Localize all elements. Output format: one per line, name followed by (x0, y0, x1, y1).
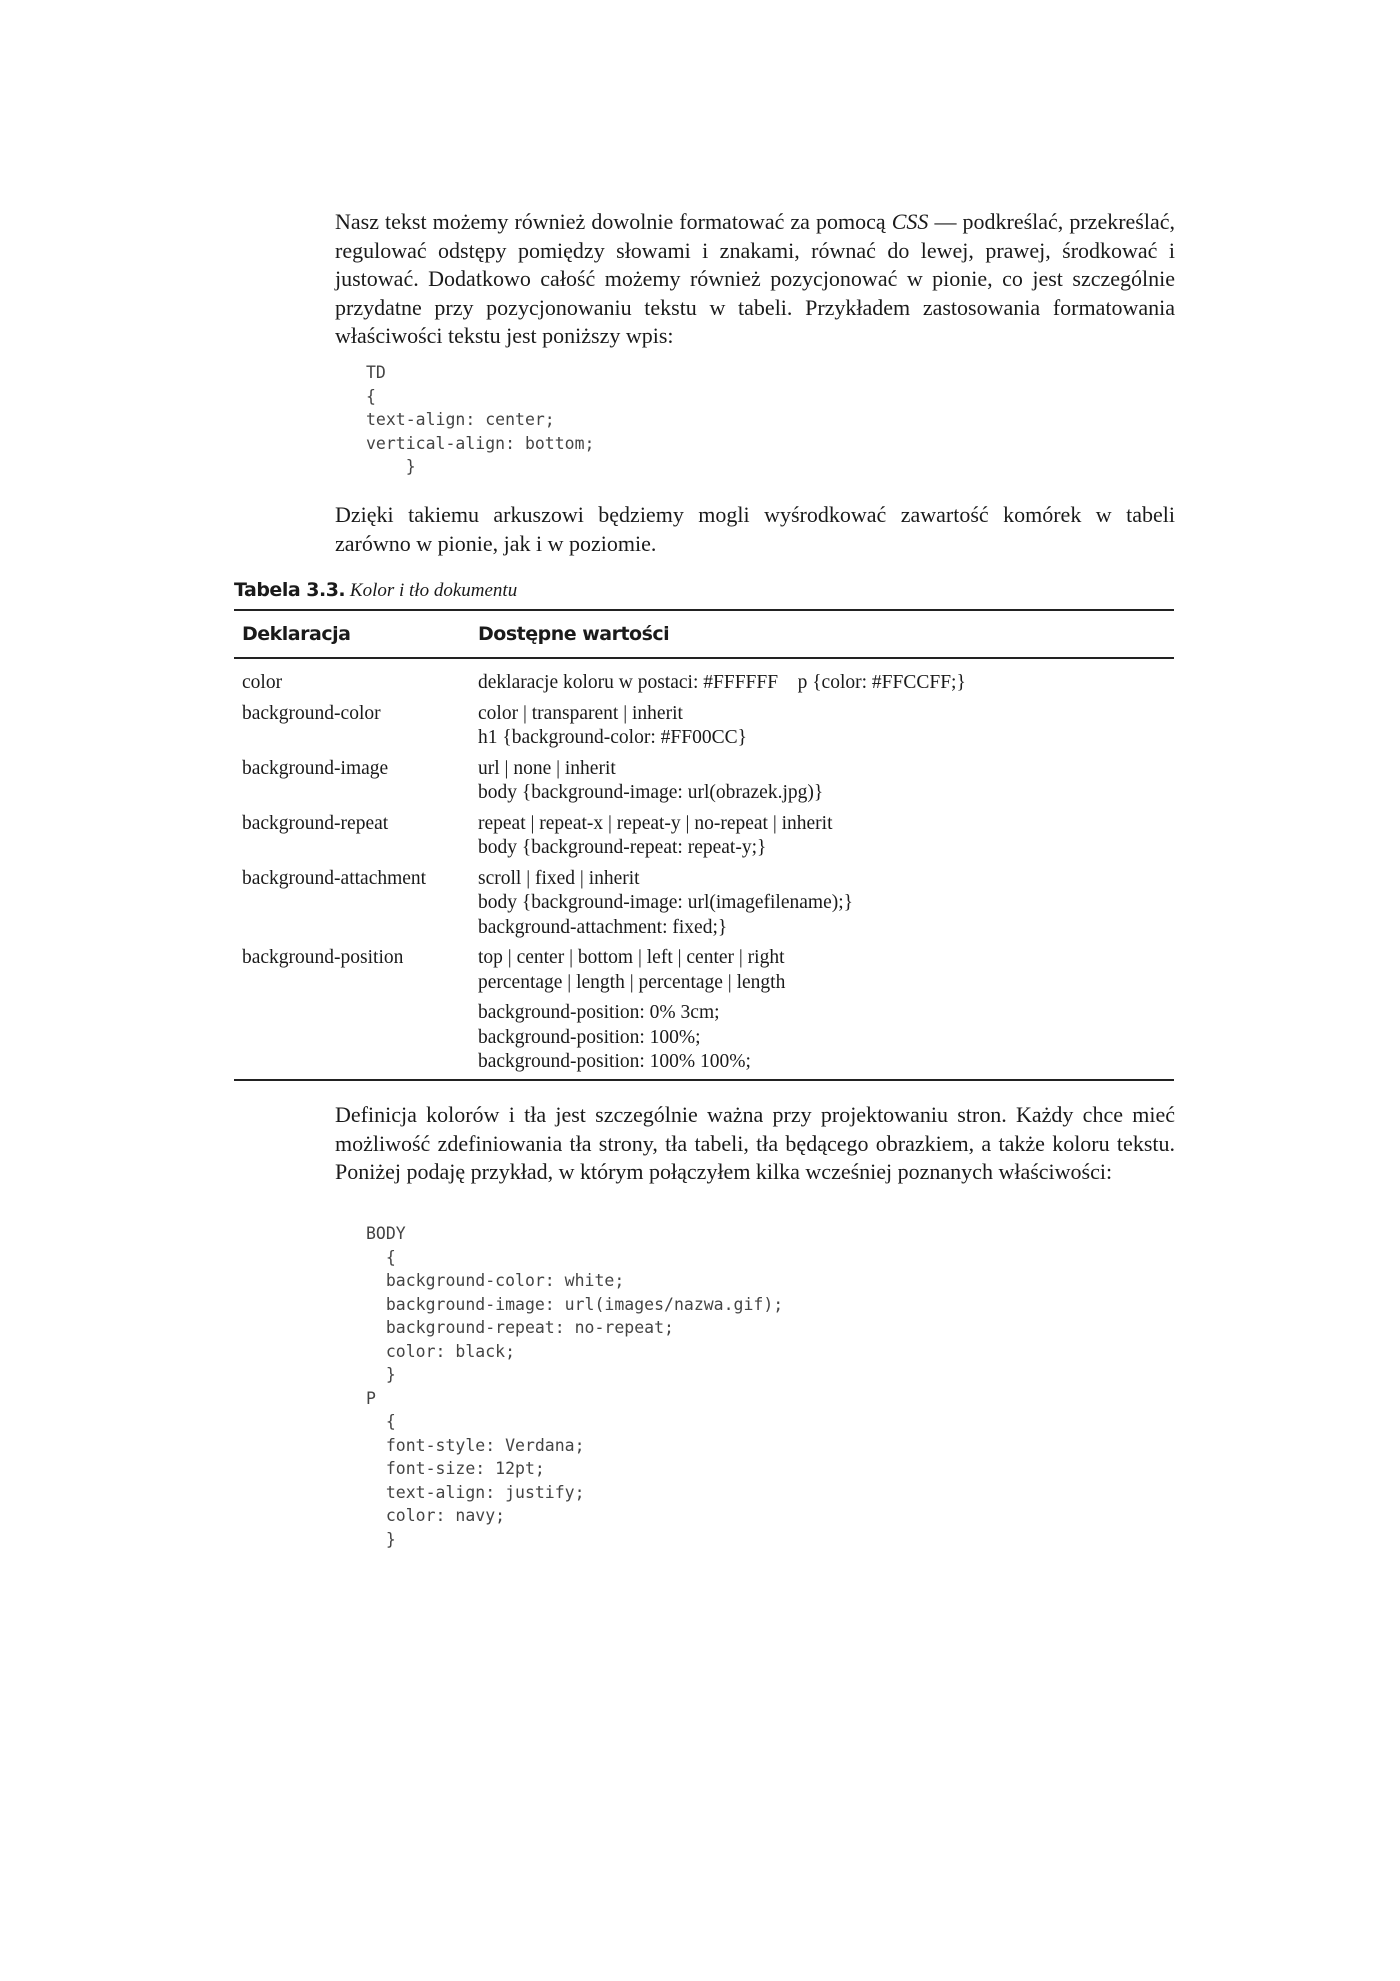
properties-table (234, 609, 1174, 1081)
table-caption-text: Kolor i tło dokumentu (349, 580, 518, 601)
row-value-line: deklaracje koloru w postaci: #FFFFFF p {color: #FFCCFF;} (478, 672, 966, 693)
table-row (234, 946, 1174, 1080)
row-values (470, 812, 1174, 867)
row-property-name: background-color (242, 702, 381, 724)
row-property-name: background-repeat (242, 812, 389, 834)
table-row (234, 757, 1174, 812)
row-value-line: background-position: 100% 100%; (478, 1051, 751, 1072)
code-sample-td: TD { text-align: center; vertical-align: bottom; } (366, 363, 595, 476)
row-values (470, 867, 1174, 947)
table-row (234, 867, 1174, 947)
row-value-line: background-attachment: fixed;} (478, 916, 728, 938)
row-value-line: top | center | bottom | left | center | right (478, 947, 785, 968)
table-row (234, 658, 1174, 702)
row-value-line: color | transparent | inherit (478, 702, 683, 724)
intro-text-rest: — podkreślać, przekreślać, regulować odstępy pomiędzy słowami i znakami, równać do lewej, prawej, środkować i justować. Dodatkowo całość możemy również pozycjonować w pionie, co jest szczególnie przydatne przy pozycjonowaniu tekstu w tabeli. Przykładem zastosowania formatowania właściwości tekstu jest poniższy wpis: (335, 209, 1176, 348)
row-value-line: body {background-image: url(imagefilename);} (478, 892, 854, 913)
header-available-values: Dostępne wartości (470, 610, 1174, 658)
row-property-name: background-position (234, 946, 470, 1080)
row-values (470, 946, 1174, 1080)
table-row (234, 702, 1174, 757)
row-property-name: color (242, 672, 283, 693)
header-declaration: Deklaracja (234, 610, 470, 658)
row-value-line: scroll | fixed | inherit (478, 867, 640, 889)
after-table-paragraph: Definicja kolorów i tła jest szczególnie ważna przy projektowaniu stron. Każdy chce mieć możliwość zdefiniowania tła strony, tła tabeli, tła będącego obrazkiem, a także koloru tekstu. Poniżej podaję przykład, w którym połączyłem kilka wcześniej poznanych właściwości: (335, 1102, 1175, 1184)
code-sample-body-p: BODY { background-color: white; background-image: url(images/nazwa.gif); background-repeat: no-repeat; color: black; } P { font-style: Verdana; font-size: 12pt; text-align: justify; color: navy; } (366, 1224, 784, 1549)
table-caption (234, 578, 517, 603)
after-code-paragraph: Dzięki takiemu arkuszowi będziemy mogli wyśrodkować zawartość komórek w tabeli zarówno w pionie, jak i w poziomie. (335, 502, 1175, 556)
row-value-line: percentage | length | percentage | length (478, 971, 786, 993)
row-property-name: background-attachment (242, 867, 427, 889)
row-values (470, 757, 1174, 812)
intro-text-start: Nasz tekst możemy również dowolnie formatować za pomocą (335, 209, 892, 234)
table-caption-label: Tabela 3.3. (234, 579, 346, 601)
table-row (234, 812, 1174, 867)
intro-paragraph (335, 208, 1175, 351)
row-property-name: background-image (242, 757, 389, 779)
row-value-line: background-position: 0% 3cm; (478, 1002, 720, 1023)
row-values (470, 702, 1174, 757)
row-values (470, 658, 1174, 702)
row-value-line: url | none | inherit (478, 757, 616, 779)
row-value-line: body {background-image: url(obrazek.jpg)} (478, 782, 824, 803)
row-value-line: repeat | repeat-x | repeat-y | no-repeat | inherit (478, 812, 833, 834)
row-value-line: background-position: 100%; (478, 1026, 701, 1048)
table-header-row (234, 610, 1174, 658)
row-value-line: h1 {background-color: #FF00CC} (478, 727, 747, 748)
row-value-line: body {background-repeat: repeat-y;} (478, 837, 767, 858)
intro-css-term: CSS (891, 209, 929, 234)
